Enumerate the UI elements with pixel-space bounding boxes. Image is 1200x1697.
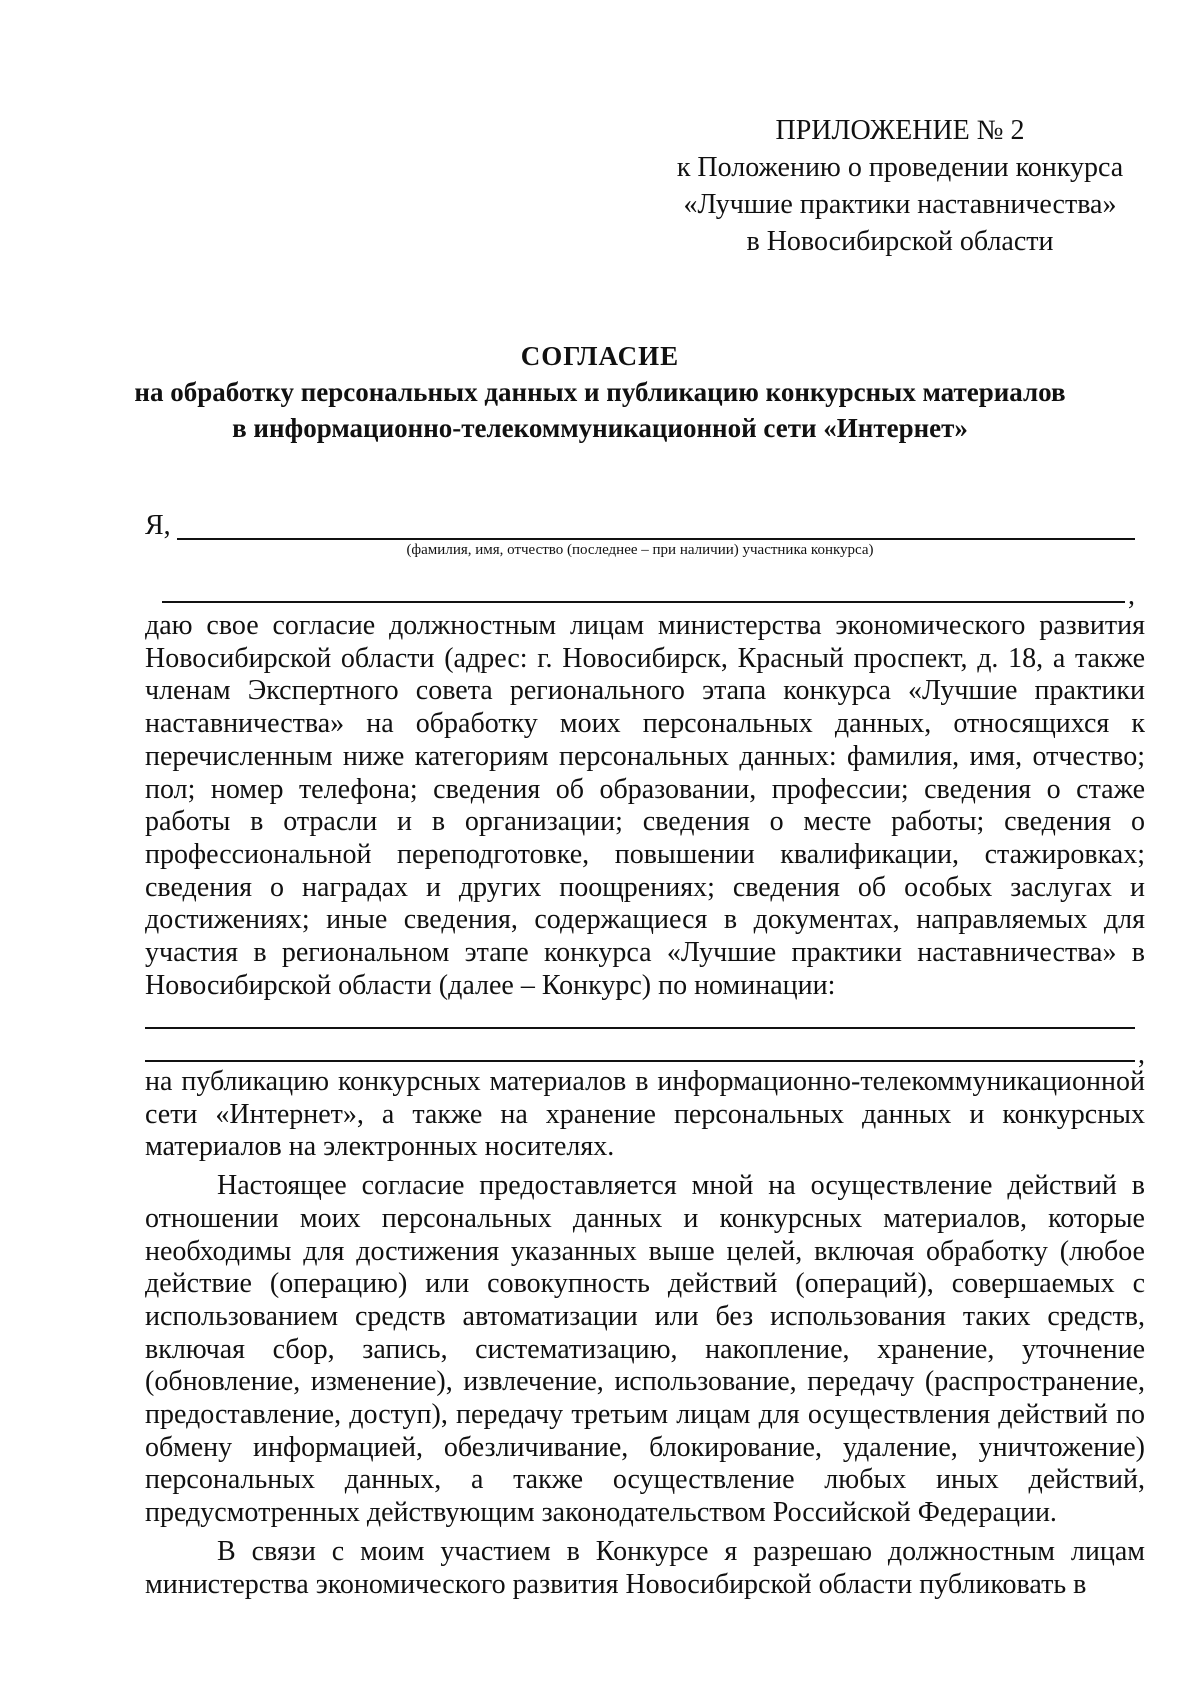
comma-mark: , (1138, 1039, 1145, 1070)
consent-paragraph-1: даю свое согласие должностным лицам министерства экономического развития Новосибирской области (адрес: г. Новосибирск, Красный проспект, д. 18, а также членам Экспертного совета регионального этапа конкурса «Лучшие практики наставничества» на обработку моих персональных данных, относящихся к перечисленным ниже категориям персональных данных: фамилия, имя, отчество; пол; номер телефона; сведения об образовании, профессии; сведения о стаже работы в отрасли и в организации; сведения о месте работы; сведения о профессиональной переподготовке, повышении квалификации, стажировках; сведения о наградах и других поощрениях; сведения об особых заслугах и достижениях; иные сведения, содержащиеся в документах, направляемых для участия в региональном этапе конкурса «Лучшие практики наставничества» в Новосибирской области (далее – Конкурс) по номинации: (145, 610, 1145, 1001)
appendix-ref-line: к Положению о проведении конкурса (676, 152, 1124, 183)
consent-paragraph-2: на публикацию конкурсных материалов в информационно-телекоммуникационной сети «Интернет», а также на хранение персональных данных и конкурсных материалов на электронных носителях. (145, 1066, 1145, 1163)
document-subtitle-line-2: в информационно-телекоммуникационной сети «Интернет» (232, 413, 968, 443)
appendix-header (640, 112, 1160, 260)
nomination-field-line-1[interactable] (145, 1027, 1135, 1029)
appendix-contest-name: «Лучшие практики наставничества» (683, 189, 1117, 220)
document-title: СОГЛАСИЕ (520, 341, 680, 371)
consent-paragraph-4: В связи с моим участием в Конкурсе я разрешаю должностным лицам министерства экономического развития Новосибирской области публиковать в (145, 1535, 1145, 1600)
appendix-region: в Новосибирской области (746, 226, 1054, 257)
document-title-block (100, 338, 1100, 446)
participant-name-hint: (фамилия, имя, отчество (последнее – при наличии) участника конкурса) (406, 542, 874, 558)
consent-paragraph-3: Настоящее согласие предоставляется мной на осуществление действий в отношении моих персональных данных и конкурсных материалов, которые необходимы для достижения указанных выше целей, включая обработку (любое действие (операцию) или совокупность действий (операций), совершаемых с использованием средств автоматизации или без использования таких средств, включая сбор, запись, систематизацию, накопление, хранение, уточнение (обновление, изменение), извлечение, использование, передачу (распространение, предоставление, доступ), передачу третьим лицам для осуществления действий по обмену информацией, обезличивание, блокирование, удаление, уничтожение) персональных данных, а также осуществление любых иных действий, предусмотренных действующим законодательством Российской Федерации. (145, 1170, 1145, 1529)
ya-label: Я, (145, 510, 171, 541)
nomination-field-line-2[interactable] (145, 1060, 1135, 1062)
appendix-number: ПРИЛОЖЕНИЕ № 2 (775, 115, 1025, 146)
document-subtitle-line-1: на обработку персональных данных и публикацию конкурсных материалов (134, 377, 1066, 407)
participant-name-field-continued[interactable] (162, 601, 1125, 603)
comma-mark: , (1128, 580, 1135, 611)
consent-text-block (145, 1066, 1145, 1601)
